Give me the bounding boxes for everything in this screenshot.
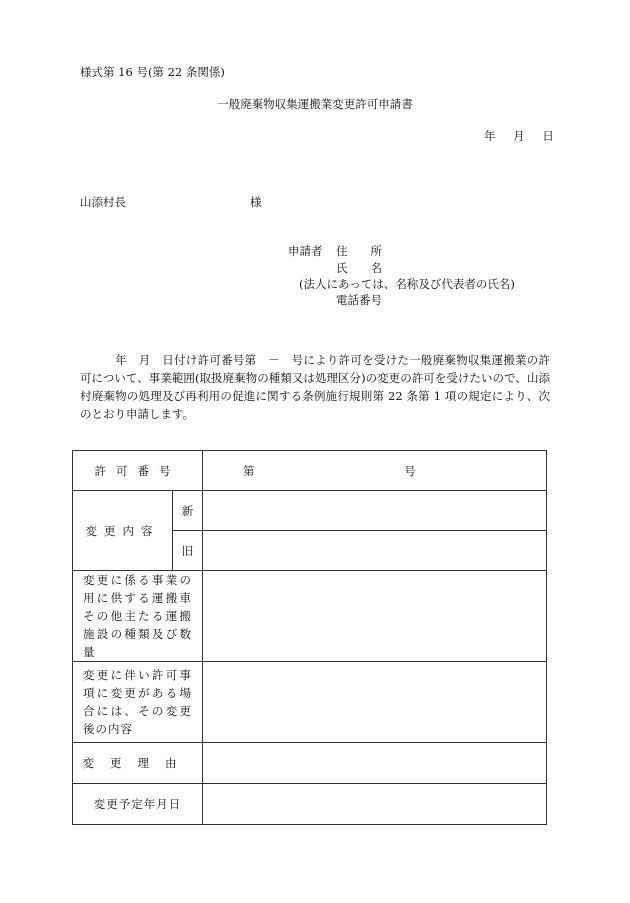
application-statement: 年 月 日付け許可番号第 － 号により許可を受けた一般廃棄物収集運搬業の許可について、事業範囲(取扱廃棄物の種類又は処理区分)の変更の許可を受けたいので、山添村廃棄物の処理及び再利用の促進に関する条例施行規則第 22 条第 1 項の規定により、次のとおり申請します。: [80, 353, 550, 421]
permit-items-label: 変更に伴い許可事項に変更がある場合には、その変更後の内容: [73, 662, 203, 743]
facilities-label: 変更に係る事業の用に供する運搬車その他主たる運搬施設の種類及び数量: [73, 571, 203, 662]
phone-label: 電話番号: [336, 293, 382, 307]
permit-number-suffix: 号: [404, 463, 416, 478]
form-number: 様式第 16 号(第 22 条関係): [80, 65, 225, 79]
table-row-planned-date: [73, 784, 547, 825]
permit-number-prefix: 第: [243, 463, 255, 478]
change-content-label: 変更内容: [73, 491, 173, 571]
applicant-label: 申請者: [288, 244, 323, 258]
application-form-table: [72, 450, 547, 825]
date-line: [484, 128, 554, 144]
change-new-field[interactable]: [203, 491, 547, 531]
table-row-permit-items: [73, 662, 547, 743]
date-day: 日: [542, 129, 554, 143]
name-label: 氏 名: [336, 261, 382, 275]
table-row-permit-number: [73, 451, 547, 491]
date-month: 月: [513, 129, 525, 143]
facilities-field[interactable]: [203, 571, 547, 662]
change-reason-label: 変更理由: [73, 743, 203, 784]
table-row-facilities: [73, 571, 547, 662]
addressee-name: 山添村長: [80, 195, 126, 209]
change-old-field[interactable]: [203, 531, 547, 571]
change-reason-field[interactable]: [203, 743, 547, 784]
new-label: 新: [173, 491, 203, 531]
address-label: 住 所: [336, 244, 382, 258]
date-year: 年: [484, 129, 496, 143]
table-row-reason: [73, 743, 547, 784]
table-row-change-new: [73, 491, 547, 531]
old-label: 旧: [173, 531, 203, 571]
addressee-honorific: 様: [250, 195, 262, 209]
document-title: 一般廃棄物収集運搬業変更許可申請書: [217, 97, 413, 111]
corporation-note: (法人にあっては、名称及び代表者の氏名): [299, 277, 515, 291]
permit-number-label: 許可番号: [73, 451, 203, 491]
permit-number-field[interactable]: [203, 451, 547, 491]
planned-date-field[interactable]: [203, 784, 547, 825]
planned-date-label: 変更予定年月日: [73, 784, 203, 825]
permit-items-field[interactable]: [203, 662, 547, 743]
